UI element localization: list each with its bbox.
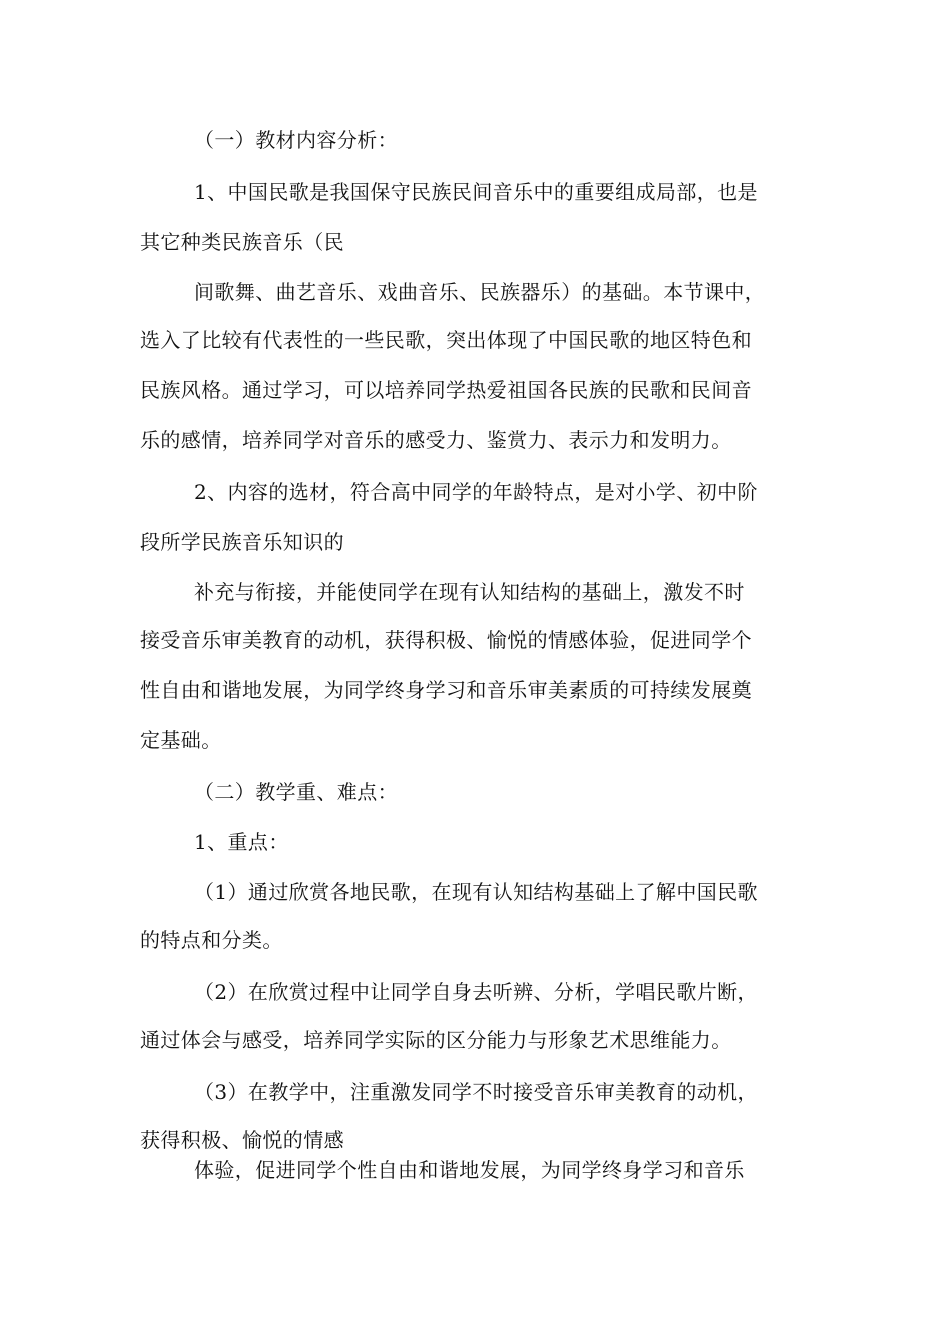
list-item-line: 获得积极、愉悦的情感 — [140, 1128, 344, 1152]
section-heading-key-points: （二）教学重、难点： — [194, 780, 398, 804]
paragraph-line: 间歌舞、曲艺音乐、戏曲音乐、民族器乐）的基础。本节课中， — [194, 280, 766, 304]
list-item-line: 的特点和分类。 — [140, 928, 283, 952]
section-heading-content-analysis: （一）教材内容分析： — [194, 128, 398, 152]
paragraph-line: 段所学民族音乐知识的 — [140, 530, 344, 554]
paragraph-line: 2、内容的选材，符合高中同学的年龄特点，是对小学、初中阶 — [194, 480, 758, 504]
subheading-key-point: 1、重点： — [194, 830, 289, 854]
paragraph-line: 性自由和谐地发展，为同学终身学习和音乐审美素质的可持续发展奠 — [140, 678, 752, 702]
list-item-line: 体验，促进同学个性自由和谐地发展，为同学终身学习和音乐 — [194, 1158, 745, 1182]
paragraph-line: 民族风格。通过学习，可以培养同学热爱祖国各民族的民歌和民间音 — [140, 378, 752, 402]
paragraph-line: 乐的感情，培养同学对音乐的感受力、鉴赏力、表示力和发明力。 — [140, 428, 732, 452]
paragraph-line: 补充与衔接，并能使同学在现有认知结构的基础上，激发不时 — [194, 580, 745, 604]
paragraph-line: 选入了比较有代表性的一些民歌，突出体现了中国民歌的地区特色和 — [140, 328, 752, 352]
list-item-line: （1）通过欣赏各地民歌，在现有认知结构基础上了解中国民歌 — [194, 880, 758, 904]
list-item-line: （2）在欣赏过程中让同学自身去听辨、分析，学唱民歌片断， — [194, 980, 758, 1004]
list-item-line: 通过体会与感受，培养同学实际的区分能力与形象艺术思维能力。 — [140, 1028, 732, 1052]
list-item-line: （3）在教学中，注重激发同学不时接受音乐审美教育的动机， — [194, 1080, 758, 1104]
paragraph-line: 其它种类民族音乐（民 — [140, 230, 344, 254]
paragraph-line: 定基础。 — [140, 728, 222, 752]
paragraph-line: 1、中国民歌是我国保守民族民间音乐中的重要组成局部，也是 — [194, 180, 758, 204]
paragraph-line: 接受音乐审美教育的动机，获得积极、愉悦的情感体验，促进同学个 — [140, 628, 752, 652]
